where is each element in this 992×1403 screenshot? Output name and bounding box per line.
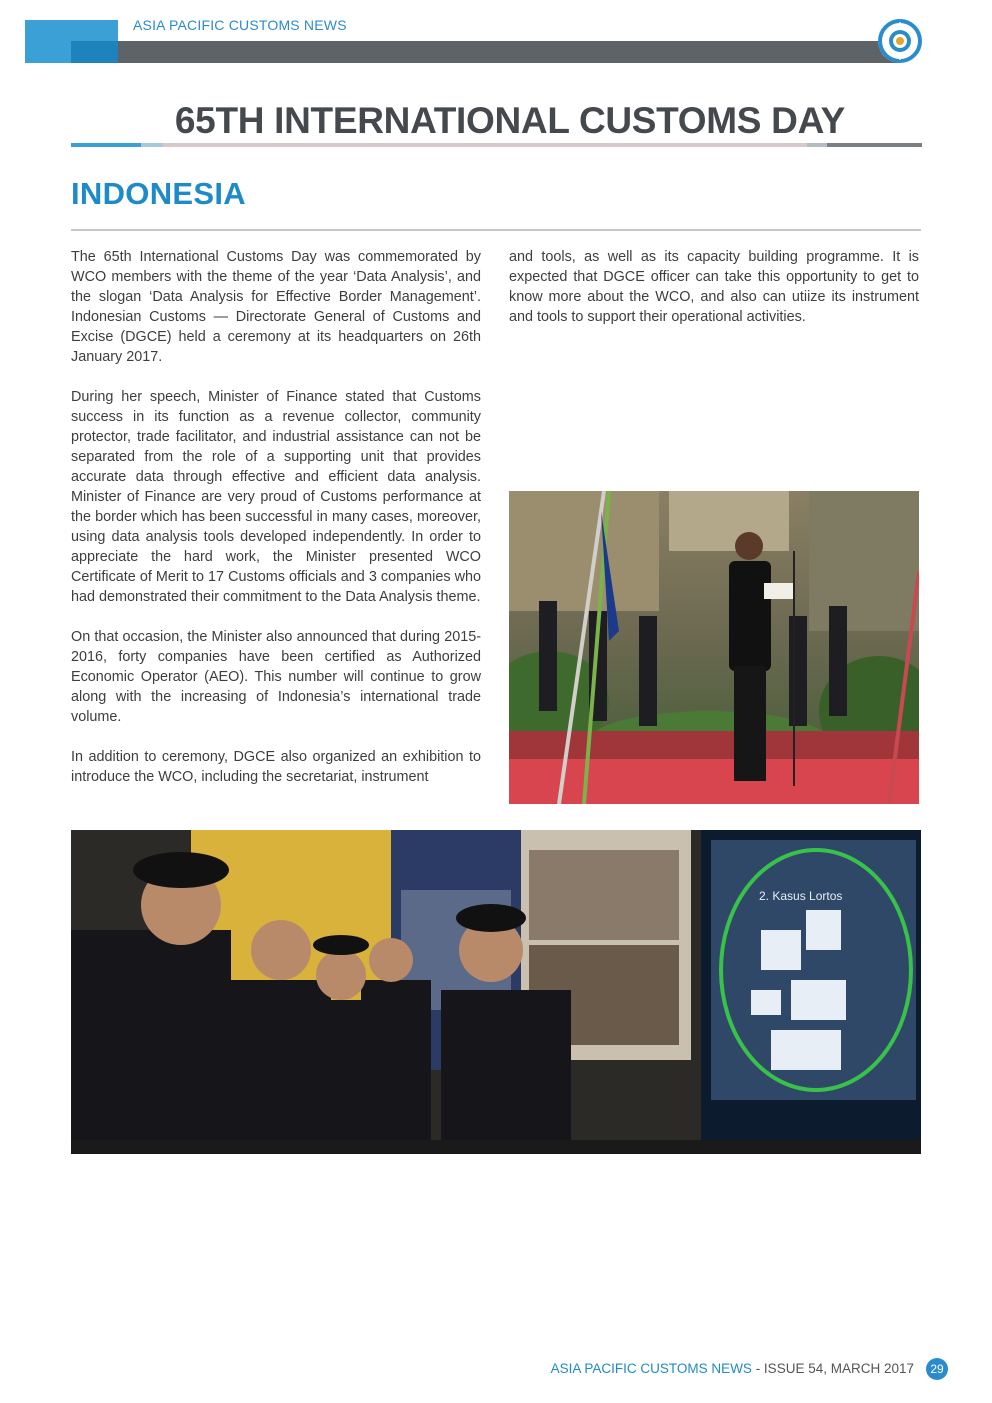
ceremony-photo (509, 491, 919, 804)
article-paragraph: In addition to ceremony, DGCE also organized an exhibition to introduce the WCO, including the secretariat, instrument (71, 749, 481, 785)
article-paragraph: On that occasion, the Minister also announced that during 2015-2016, forty companies have been certified as Authorized Economic Operator (AEO). This number will continue to grow along with the increasing of Indonesia’s international trade volume. (71, 629, 481, 725)
article-column-left (71, 247, 481, 787)
footer-issue: - ISSUE 54, MARCH 2017 (751, 1361, 914, 1376)
footer-issue-line (551, 1361, 914, 1376)
article-paragraph: The 65th International Customs Day was commemorated by WCO members with the theme of the year ‘Data Analysis’, and the slogan ‘Data Analysis for Effective Border Management’. Indonesian Customs — Directorate General of Customs and Excise (DGCE) held a ceremony at its headquarters on 26th January 2017. (71, 249, 481, 365)
footer-publication: ASIA PACIFIC CUSTOMS NEWS (550, 1361, 752, 1376)
article-paragraph: and tools, as well as its capacity building programme. It is expected that DGCE officer can take this opportunity to get to know more about the WCO, and also can utiize its instrument and tools to support their operational activities. (509, 249, 919, 325)
section-heading: INDONESIA (71, 176, 246, 211)
page-title: 65TH INTERNATIONAL CUSTOMS DAY (174, 100, 845, 141)
article-column-right (509, 247, 919, 347)
header-bar (118, 41, 900, 63)
screen-heading: 2. Kasus Lortos (759, 889, 843, 903)
exhibition-photo (71, 830, 921, 1154)
header-accent-block-dark (71, 41, 118, 63)
title-divider (71, 143, 922, 147)
header-publication-title: ASIA PACIFIC CUSTOMS NEWS (133, 17, 347, 33)
wco-asia-pacific-logo (877, 18, 923, 64)
page-number-badge: 29 (926, 1358, 948, 1380)
article-paragraph: During her speech, Minister of Finance stated that Customs success in its function as a revenue collector, community protector, trade facilitator, and industrial assistance can not be separated from the role of a supporting unit that provides accurate data through effective and efficient data analysis. Minister of Finance are very proud of Customs performance at the border which has been successful in many cases, moreover, using data analysis tools developed independently. In order to appreciate the hard work, the Minister presented WCO Certificate of Merit to 17 Customs officials and 3 companies who had demonstrated their commitment to the Data Analysis theme. (71, 389, 481, 605)
section-divider (71, 229, 921, 231)
